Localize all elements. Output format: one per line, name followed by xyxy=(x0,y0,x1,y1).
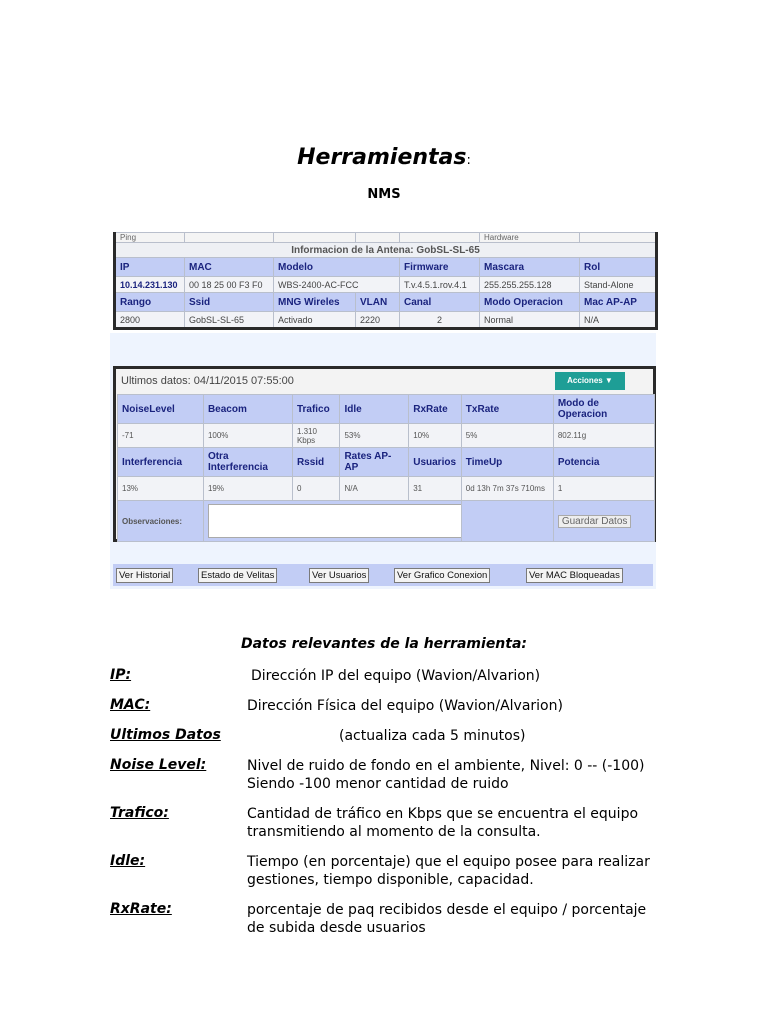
section-title: Datos relevantes de la herramienta: xyxy=(240,636,528,652)
header-timeup: TimeUp xyxy=(461,448,553,477)
page-subtitle: NMS xyxy=(367,187,401,202)
header-otra-interferencia: Otra Interferencia xyxy=(203,448,292,477)
value-potencia: 1 xyxy=(553,477,654,501)
term-noise-level: Noise Level: xyxy=(110,757,207,773)
value-modo-de-operacion: 802.11g xyxy=(553,424,654,448)
desc-ip: Dirección IP del equipo (Wavion/Alvarion) xyxy=(251,668,541,684)
value-vlan: 2220 xyxy=(356,312,400,329)
value-noiselevel: -71 xyxy=(118,424,204,448)
value-canal: 2 xyxy=(400,312,480,329)
value-rol: Stand-Alone xyxy=(580,277,657,292)
header-noiselevel: NoiseLevel xyxy=(118,395,204,424)
hardware-tab[interactable]: Hardware xyxy=(480,233,580,243)
view-history-button[interactable]: Ver Historial xyxy=(116,568,173,583)
value-modo-operacion: Normal xyxy=(480,312,580,329)
header-firmware: Firmware xyxy=(400,257,480,277)
antenna-info-table xyxy=(113,232,658,330)
term-ip: IP: xyxy=(110,667,132,683)
header-txrate: TxRate xyxy=(461,395,553,424)
save-data-button[interactable]: Guardar Datos xyxy=(558,515,632,528)
actions-button[interactable]: Acciones ▼ xyxy=(555,372,625,390)
term-mac: MAC: xyxy=(110,697,151,713)
header-modo-de-operacion: Modo de Operacion xyxy=(553,395,654,424)
value-mng-wireles: Activado xyxy=(274,312,356,329)
value-rates-ap-ap: N/A xyxy=(340,477,409,501)
antenna-info-title: Informacion de la Antena: GobSL-SL-65 xyxy=(115,243,657,257)
value-modelo: WBS-2400-AC-FCC xyxy=(274,277,400,292)
header-ip: IP xyxy=(115,257,185,277)
desc-rxrate: porcentaje de paq recibidos desde el equipo / porcentaje de subida desde usuarios xyxy=(247,902,647,936)
last-data-box xyxy=(113,366,656,542)
value-mac: 00 18 25 00 F3 F0 xyxy=(185,277,274,292)
view-blocked-mac-button[interactable]: Ver MAC Bloqueadas xyxy=(526,568,623,583)
header-idle: Idle xyxy=(340,395,409,424)
value-mascara: 255.255.255.128 xyxy=(480,277,580,292)
last-data-table xyxy=(117,394,655,542)
header-interferencia: Interferencia xyxy=(118,448,204,477)
term-rxrate: RxRate: xyxy=(110,901,172,917)
header-canal: Canal xyxy=(400,292,480,312)
value-timeup: 0d 13h 7m 37s 710ms xyxy=(461,477,553,501)
title-colon: : xyxy=(466,153,471,168)
header-rxrate: RxRate xyxy=(409,395,462,424)
last-data-timestamp: Ultimos datos: 04/11/2015 07:55:00 xyxy=(121,375,294,387)
value-rssid: 0 xyxy=(292,477,340,501)
desc-ultimos-datos: (actualiza cada 5 minutos) xyxy=(339,728,526,744)
value-txrate: 5% xyxy=(461,424,553,448)
value-ssid: GobSL-SL-65 xyxy=(185,312,274,329)
value-rxrate: 10% xyxy=(409,424,462,448)
velitas-status-button[interactable]: Estado de Velitas xyxy=(198,568,277,583)
last-data-panel xyxy=(110,333,656,589)
value-interferencia: 13% xyxy=(118,477,204,501)
term-trafico: Trafico: xyxy=(110,805,169,821)
value-ip: 10.14.231.130 xyxy=(115,277,185,292)
view-users-button[interactable]: Ver Usuarios xyxy=(309,568,369,583)
value-beacom: 100% xyxy=(203,424,292,448)
header-rango: Rango xyxy=(115,292,185,312)
value-trafico: 1.310 Kbps xyxy=(292,424,340,448)
header-mng-wireles: MNG Wireles xyxy=(274,292,356,312)
header-modelo: Modelo xyxy=(274,257,400,277)
value-mac-ap-ap: N/A xyxy=(580,312,657,329)
header-rol: Rol xyxy=(580,257,657,277)
header-mac: MAC xyxy=(185,257,274,277)
desc-mac: Dirección Física del equipo (Wavion/Alvarion) xyxy=(247,698,563,714)
desc-trafico: Cantidad de tráfico en Kbps que se encuentra el equipo transmitiendo al momento de la consulta. xyxy=(247,806,639,840)
value-rango: 2800 xyxy=(115,312,185,329)
ping-tab[interactable]: Ping xyxy=(115,233,185,243)
header-mac-ap-ap: Mac AP-AP xyxy=(580,292,657,312)
desc-idle: Tiempo (en porcentaje) que el equipo posee para realizar gestiones, tiempo disponible, capacidad. xyxy=(247,854,650,888)
observations-label: Observaciones: xyxy=(118,501,204,542)
view-connection-graph-button[interactable]: Ver Grafico Conexion xyxy=(394,568,490,583)
observations-input[interactable] xyxy=(208,504,461,538)
title-block xyxy=(0,145,768,170)
header-mascara: Mascara xyxy=(480,257,580,277)
header-modo-operacion: Modo Operacion xyxy=(480,292,580,312)
header-trafico: Trafico xyxy=(292,395,340,424)
header-beacom: Beacom xyxy=(203,395,292,424)
action-button-bar xyxy=(113,564,653,586)
desc-noise-level: Nivel de ruido de fondo en el ambiente, Nivel: 0 -- (-100) Siendo -100 menor cantidad de ruido xyxy=(247,758,645,792)
value-idle: 53% xyxy=(340,424,409,448)
header-rates-ap-ap: Rates AP-AP xyxy=(340,448,409,477)
header-potencia: Potencia xyxy=(553,448,654,477)
term-idle: Idle: xyxy=(110,853,146,869)
value-otra-interferencia: 19% xyxy=(203,477,292,501)
antenna-info-panel xyxy=(110,228,656,333)
value-firmware: T.v.4.5.1.rov.4.1 xyxy=(400,277,480,292)
header-vlan: VLAN xyxy=(356,292,400,312)
header-rssid: Rssid xyxy=(292,448,340,477)
term-ultimos-datos: Ultimos Datos xyxy=(110,727,221,743)
page-title: Herramientas xyxy=(297,145,467,170)
value-usuarios: 31 xyxy=(409,477,462,501)
header-ssid: Ssid xyxy=(185,292,274,312)
header-usuarios: Usuarios xyxy=(409,448,462,477)
